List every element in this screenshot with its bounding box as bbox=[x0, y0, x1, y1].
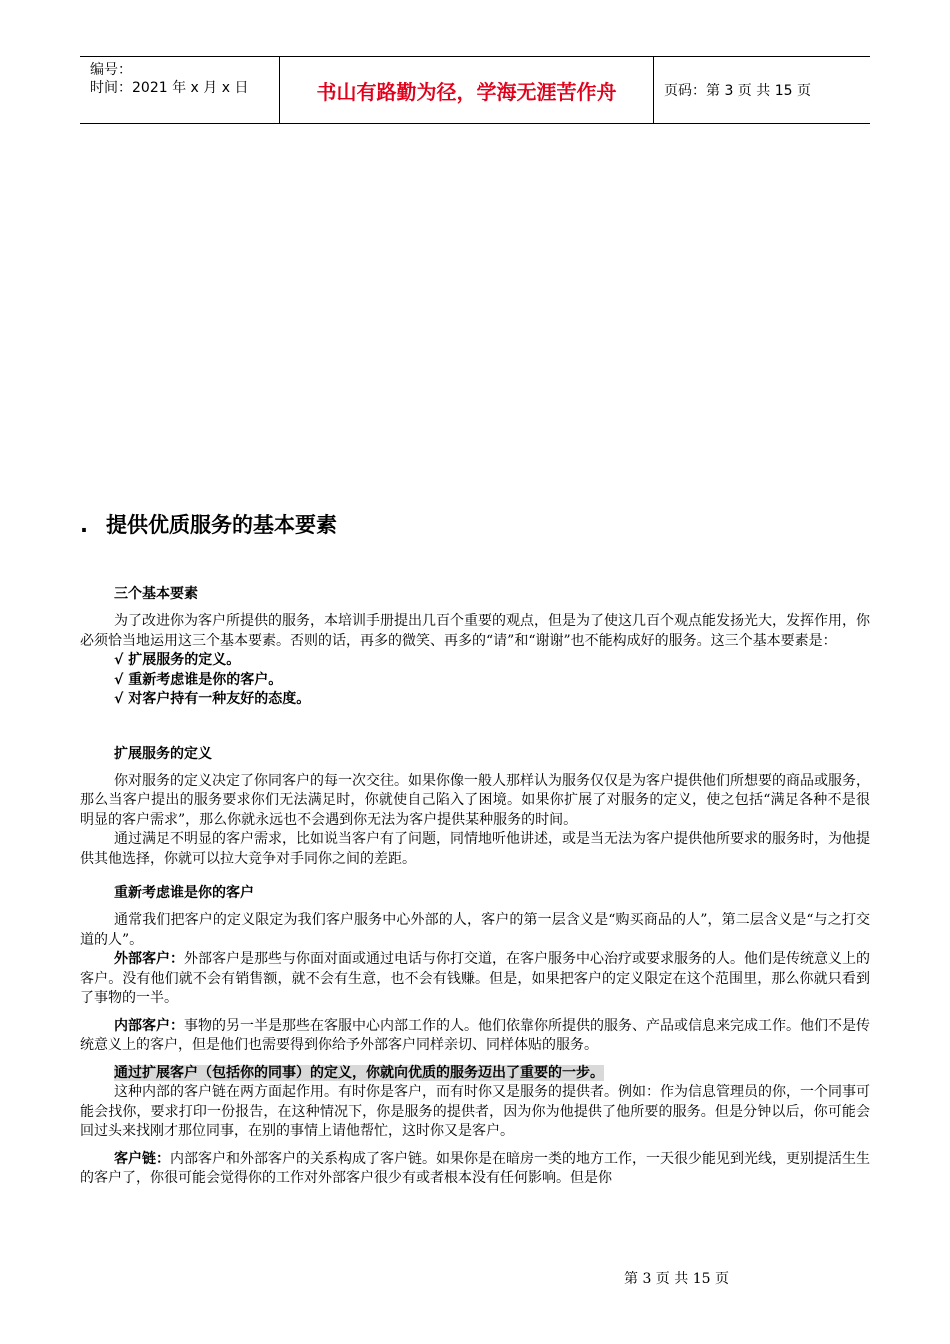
header-motto: 书山有路勤为径，学海无涯苦作舟 bbox=[280, 57, 654, 123]
highlighted-statement-text: 通过扩展客户（包括你的同事）的定义，你就向优质的服务迈出了重要的一步。 bbox=[114, 1064, 604, 1081]
element-item-1: √ 扩展服务的定义。 bbox=[114, 652, 241, 668]
highlighted-statement bbox=[80, 1064, 870, 1084]
document-time-label: 时间：2021 年 x 月 x 日 bbox=[90, 80, 249, 96]
section-title-dot: . bbox=[80, 513, 88, 537]
external-customer-paragraph bbox=[80, 950, 870, 1009]
external-customer-text: 外部客户是那些与你面对面或通过电话与你打交道，在客户服务中心治疗或要求服务的人。他们是传统意义上的客户。没有他们就不会有销售额，就不会有生意，也不会有钱赚。但是，如果把客户的定义限定在这个范围里，那么你就只看到了事物的一半。 bbox=[80, 951, 870, 1006]
document-number-label: 编号： bbox=[90, 62, 132, 78]
extend-service-paragraph-2: 通过满足不明显的客户需求，比如说当客户有了问题，同情地听他讲述，或是当无法为客户提供他所要求的服务时，为他提供其他选择，你就可以拉大竞争对手同你之间的差距。 bbox=[80, 831, 870, 867]
internal-customer-text: 事物的另一半是那些在客服中心内部工作的人。他们依靠你所提供的服务、产品或信息来完成工作。他们不是传统意义上的客户，但是他们也需要得到你给予外部客户同样亲切、同样体贴的服务。 bbox=[80, 1017, 870, 1053]
section-title-text: 提供优质服务的基本要素 bbox=[106, 513, 337, 537]
customer-chain-lead: 客户链： bbox=[114, 1150, 170, 1167]
customer-chain-intro-paragraph: 这种内部的客户链在两方面起作用。有时你是客户，而有时你又是服务的提供者。例如：作为信息管理员的你，一个同事可能会找你，要求打印一份报告，在这种情况下，你是服务的提供者，因为你为他提供了他所要的服务。但是分钟以后，你可能会回过头来找刚才那位同事，在别的事情上请他帮忙，这时你又是客户。 bbox=[80, 1084, 870, 1139]
header-meta bbox=[80, 57, 280, 123]
document-body bbox=[80, 510, 870, 1189]
customer-chain-text: 内部客户和外部客户的关系构成了客户链。如果你是在暗房一类的地方工作，一天很少能见到光线，更别提活生生的客户了，你很可能会觉得你的工作对外部客户很少有或者根本没有任何影响。但是你 bbox=[80, 1150, 870, 1186]
page-header bbox=[80, 56, 870, 124]
external-customer-lead: 外部客户： bbox=[114, 951, 184, 967]
extend-service-paragraph-1: 你对服务的定义决定了你同客户的每一次交往。如果你像一般人那样认为服务仅仅是为客户提供他们所想要的商品或服务，那么当客户提出的服务要求你们无法满足时，你就使自己陷入了困境。如果你扩展了对服务的定义，使之包括“满足各种不是很明显的客户需求”，那么你就永远也不会遇到你无法为客户提供某种服务的时间。 bbox=[80, 772, 870, 828]
extend-service-heading: 扩展服务的定义 bbox=[114, 745, 212, 762]
header-page-label: 页码：第 3 页 共 15 页 bbox=[664, 83, 811, 99]
three-elements-paragraph: 为了改进你为客户所提供的服务，本培训手册提出几百个重要的观点，但是为了使这几百个观点能发扬光大，发挥作用，你必须恰当地运用这三个基本要素。否则的话，再多的微笑、再多的“请”和“谢谢”也不能构成好的服务。这三个基本要素是： bbox=[80, 613, 870, 649]
rethink-customer-heading: 重新考虑谁是你的客户 bbox=[114, 885, 254, 901]
element-item-2: √ 重新考虑谁是你的客户。 bbox=[114, 671, 283, 688]
page-footer: 第 3 页 共 15 页 bbox=[624, 1271, 729, 1287]
customer-chain-paragraph bbox=[80, 1150, 870, 1189]
internal-customer-paragraph bbox=[80, 1017, 870, 1056]
three-elements-heading: 三个基本要素 bbox=[114, 586, 198, 602]
internal-customer-lead: 内部客户： bbox=[114, 1017, 184, 1034]
element-item-3: √ 对客户持有一种友好的态度。 bbox=[114, 691, 311, 707]
section-title bbox=[80, 510, 870, 540]
rethink-customer-paragraph: 通常我们把客户的定义限定为我们客户服务中心外部的人，客户的第一层含义是“购买商品的人”，第二层含义是“与之打交道的人”。 bbox=[80, 912, 870, 948]
